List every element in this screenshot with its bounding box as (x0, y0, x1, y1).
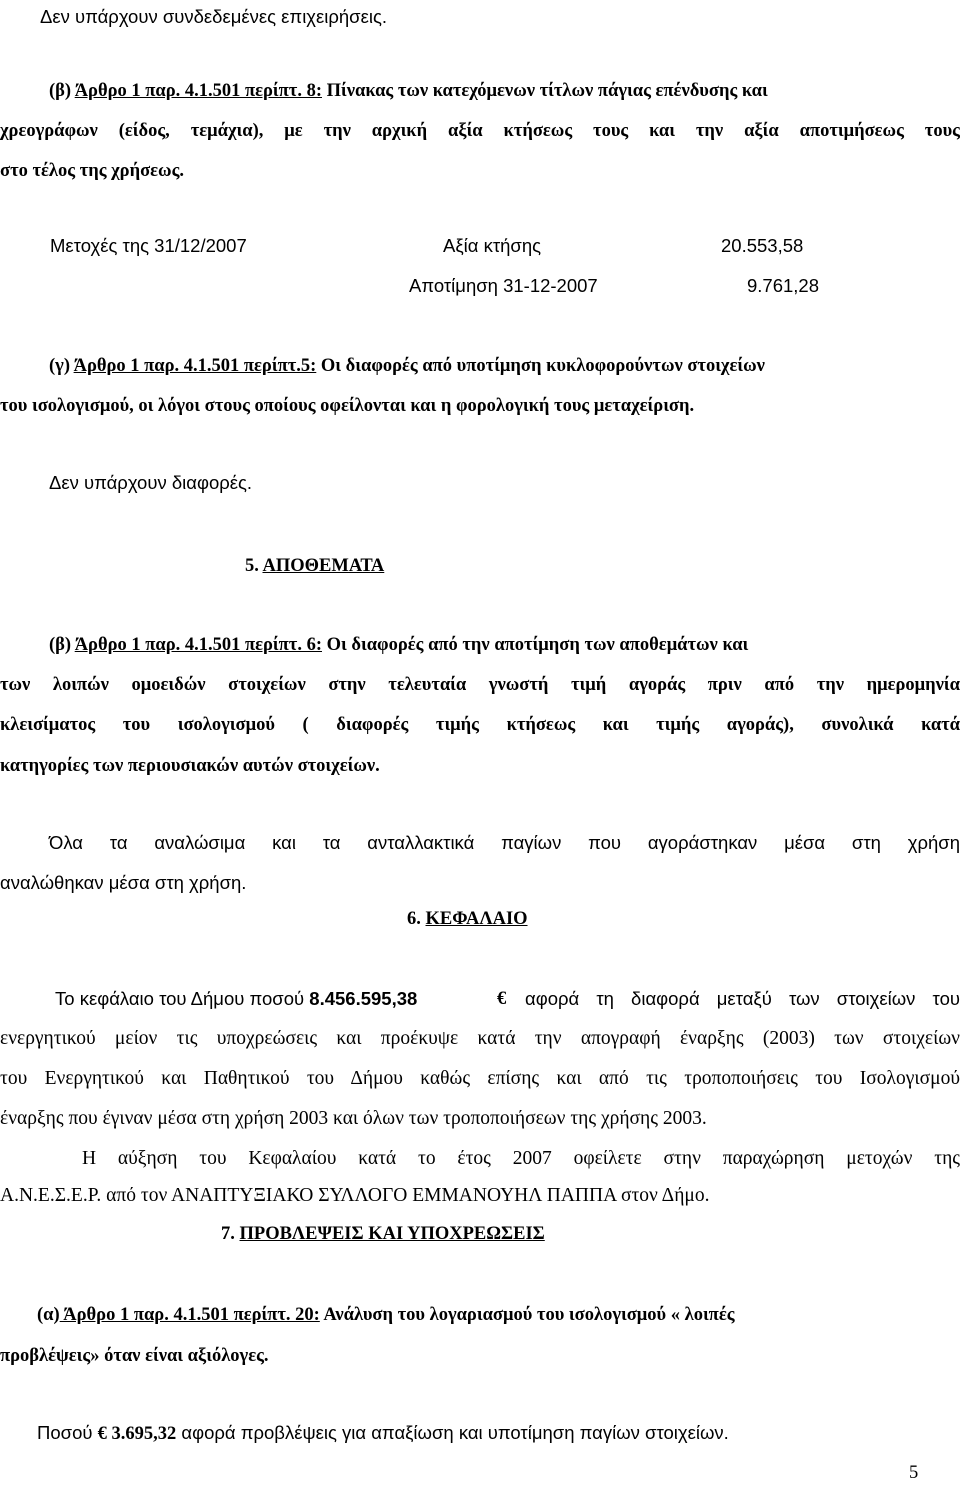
section-beta-6-line4: κατηγορίες των περιουσιακών αυτών στοιχείων. (0, 756, 380, 776)
consumables-line2: αναλώθηκαν μέσα στη χρήση. (0, 872, 247, 893)
section-gamma-5-line1 (49, 355, 960, 377)
section-alpha-20-line2: προβλέψεις» όταν είναι αξιόλογες. (0, 1346, 269, 1366)
valuation-label: Αποτίμηση 31-12-2007 (409, 275, 598, 296)
heading-text: Ανάλυση του λογαριασμού του ισολογισμού « λοιπές (319, 1305, 735, 1325)
prefix: (α) (37, 1305, 60, 1325)
page-number: 5 (909, 1463, 919, 1483)
increase-line1: Η αύξηση του Κεφαλαίου κατά το έτος 2007 οφείλετε στην παραχώρηση μετοχών της (82, 1148, 960, 1169)
section-title: ΑΠΟΘΕΜΑΤΑ (262, 556, 385, 576)
section-number: 6. (407, 909, 426, 929)
section-gamma-5-line2: του ισολογισμού, οι λόγοι στους οποίους οφείλονται και η φορολογική τους μεταχείριση. (0, 396, 695, 416)
prefix: (γ) (49, 356, 74, 376)
section-title: ΚΕΦΑΛΑΙΟ (425, 909, 528, 929)
section-5-heading (245, 555, 384, 577)
amount-value: € 3.695,32 (97, 1424, 177, 1444)
article-reference: Άρθρο 1 παρ. 4.1.501 περίπτ. 6: (74, 635, 322, 655)
section-alpha-20-line1 (37, 1304, 960, 1326)
section-number: 5. (245, 556, 263, 576)
acquisition-value-label: Αξία κτήσης (443, 235, 542, 256)
capital-amount: 8.456.595,38 (309, 988, 418, 1009)
provisions-amount-line (37, 1422, 729, 1445)
section-7-heading (221, 1223, 545, 1245)
capital-line1-start (55, 988, 417, 1010)
capital-line4: έναρξης που έγιναν μέσα στη χρήση 2003 και όλων των τροποποιήσεων της χρήσης 2003. (0, 1108, 707, 1129)
capital-intro: Το κεφάλαιο του Δήμου ποσού (55, 988, 310, 1009)
prefix: (β) (49, 81, 75, 101)
article-reference: Άρθρο 1 παρ. 4.1.501 περίπτ. 20: (59, 1305, 320, 1325)
section-beta-6-line3: κλεισίματος του ισολογισμού ( διαφορές τιμής κτήσεως και τιμής αγοράς), συνολικά κατά (0, 715, 960, 735)
increase-line2: Α.Ν.Ε.Σ.Ε.Ρ. από τον ΑΝΑΠΤΥΞΙΑΚΟ ΣΥΛΛΟΓΟ ΕΜΜΑΝΟΥΗΛ ΠΑΠΠΑ στον Δήμο. (0, 1185, 710, 1206)
shares-label: Μετοχές της 31/12/2007 (50, 235, 247, 256)
heading-text: Οι διαφορές από υποτίμηση κυκλοφορούντων στοιχείων (316, 356, 765, 376)
section-title: ΠΡΟΒΛΕΨΕΙΣ ΚΑΙ ΥΠΟΧΡΕΩΣΕΙΣ (239, 1224, 545, 1244)
article-reference: Άρθρο 1 παρ. 4.1.501 περίπτ. 8: (74, 81, 322, 101)
section-beta-6-line1 (49, 634, 960, 656)
heading-text: Οι διαφορές από την αποτίμηση των αποθεμάτων και (322, 635, 749, 655)
section-number: 7. (221, 1224, 240, 1244)
amount-text: αφορά προβλέψεις για απαξίωση και υποτίμηση παγίων στοιχείων. (176, 1422, 729, 1443)
heading-text: Πίνακας των κατεχόμενων τίτλων πάγιας επένδυσης και (322, 81, 768, 101)
no-affiliates-text: Δεν υπάρχουν συνδεδεμένες επιχειρήσεις. (40, 6, 388, 27)
article-reference: Άρθρο 1 παρ. 4.1.501 περίπτ.5: (73, 356, 317, 376)
valuation-value: 9.761,28 (747, 275, 820, 296)
no-differences-text: Δεν υπάρχουν διαφορές. (49, 472, 253, 493)
acquisition-value: 20.553,58 (721, 235, 804, 256)
prefix: (β) (49, 635, 75, 655)
euro-sign: € (497, 989, 507, 1009)
section-beta-8-line3: στο τέλος της χρήσεως. (0, 161, 184, 181)
capital-line1-end: αφορά τη διαφορά μεταξύ των στοιχείων του (525, 988, 960, 1009)
consumables-line1: Όλα τα αναλώσιμα και τα ανταλλακτικά παγίων που αγοράστηκαν μέσα στη χρήση (49, 832, 960, 853)
capital-line3: του Ενεργητικού και Παθητικού του Δήμου καθώς επίσης και από τις τροποποιήσεις του Ισολογισμού (0, 1068, 960, 1089)
section-beta-8-line1 (49, 80, 960, 102)
section-6-heading (407, 908, 528, 930)
amount-label: Ποσού (37, 1422, 98, 1443)
capital-line2: ενεργητικού μείον τις υποχρεώσεις και προέκυψε κατά την απογραφή έναρξης (2003) των στοιχείων (0, 1028, 960, 1049)
section-beta-6-line2: των λοιπών ομοειδών στοιχείων στην τελευταία γνωστή τιμή αγοράς πριν από την ημερομηνία (0, 675, 960, 695)
section-beta-8-line2: χρεογράφων (είδος, τεμάχια), με την αρχική αξία κτήσεως τους και την αξία αποτιμήσεως τους (0, 121, 960, 141)
